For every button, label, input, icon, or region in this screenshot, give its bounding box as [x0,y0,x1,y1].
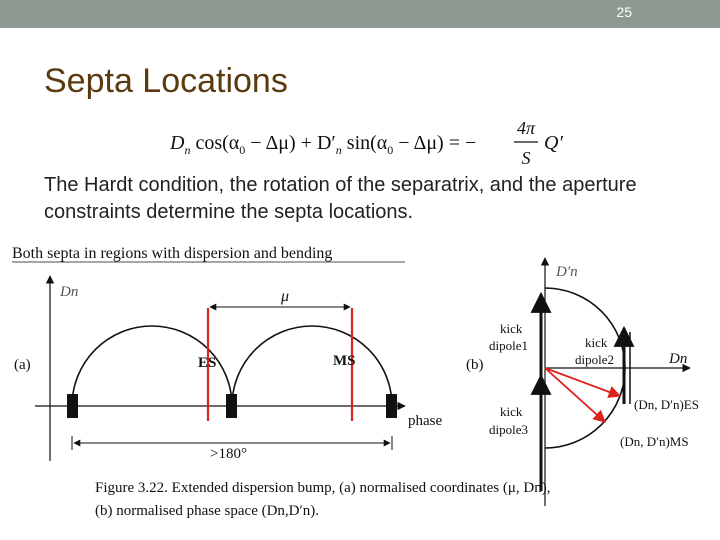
span-label: >180° [210,446,247,462]
formula-numerator: 4π [516,118,536,138]
kick-dipole-marker-2 [226,394,237,418]
formula-t4: sin(α [341,132,388,154]
panel-a [14,276,442,462]
kick2-label-line1: kick [585,335,608,350]
slide-title: Septa Locations [44,62,288,100]
caption-line1: Figure 3.22. Extended dispersion bump, (a) normalised coordinates (μ, Dn), [95,480,551,496]
es-vector [545,368,620,396]
formula-t2-sub: 0 [239,143,246,157]
formula-t3-sub: n [335,143,342,157]
formula-t5: − Δμ) = − [393,132,477,154]
ms-vector [545,368,605,422]
panel-b [466,258,699,506]
kick3-label-line2: dipole3 [489,422,528,437]
figure [0,236,720,540]
panel-b-y-label: D′n [556,264,578,280]
formula-t4-sub: 0 [387,143,394,157]
ms-label: MS [333,353,356,369]
header-bar [0,0,720,28]
slide-number: 25 [616,4,632,20]
kick-dipole-marker-3 [386,394,397,418]
kick2-label-line2: dipole2 [575,352,614,367]
formula-t1-sub: n [184,143,191,157]
mu-label: μ [281,288,290,305]
es-label: ES [198,355,217,371]
kick1-label-line1: kick [500,321,523,336]
formula-t2: cos(α [190,132,240,154]
body-text: The Hardt condition, the rotation of the separatrix, and the aperture constraints determine the septa locations. [44,174,637,223]
hardt-formula [170,116,590,172]
panel-b-label: (b) [466,357,484,373]
kick-dipole-marker-1 [67,394,78,418]
svg-text:Dn cos(α0 − Δμ) + D′n sin(α0 − [170,132,476,157]
panel-b-x-label: Dn [669,351,688,367]
kick1-label-line2: dipole1 [489,338,528,353]
formula-t6: Q′ [544,132,563,154]
kick3-label-line1: kick [500,404,523,419]
es-point-label: (Dn, D′n)ES [634,397,699,412]
caption-line2: (b) normalised phase space (Dn,D′n). [95,503,320,519]
formula-t3: − Δμ) + D′ [245,132,336,154]
formula-denominator: S [521,148,531,168]
panel-a-y-label: Dn [60,284,79,300]
formula-t1: D [170,132,185,154]
bump-arc-right [232,326,392,406]
ms-point-label: (Dn, D′n)MS [620,434,689,449]
figure-heading: Both septa in regions with dispersion and bending [12,245,333,262]
panel-a-label: (a) [14,357,31,373]
panel-a-x-label: phase [408,413,443,429]
